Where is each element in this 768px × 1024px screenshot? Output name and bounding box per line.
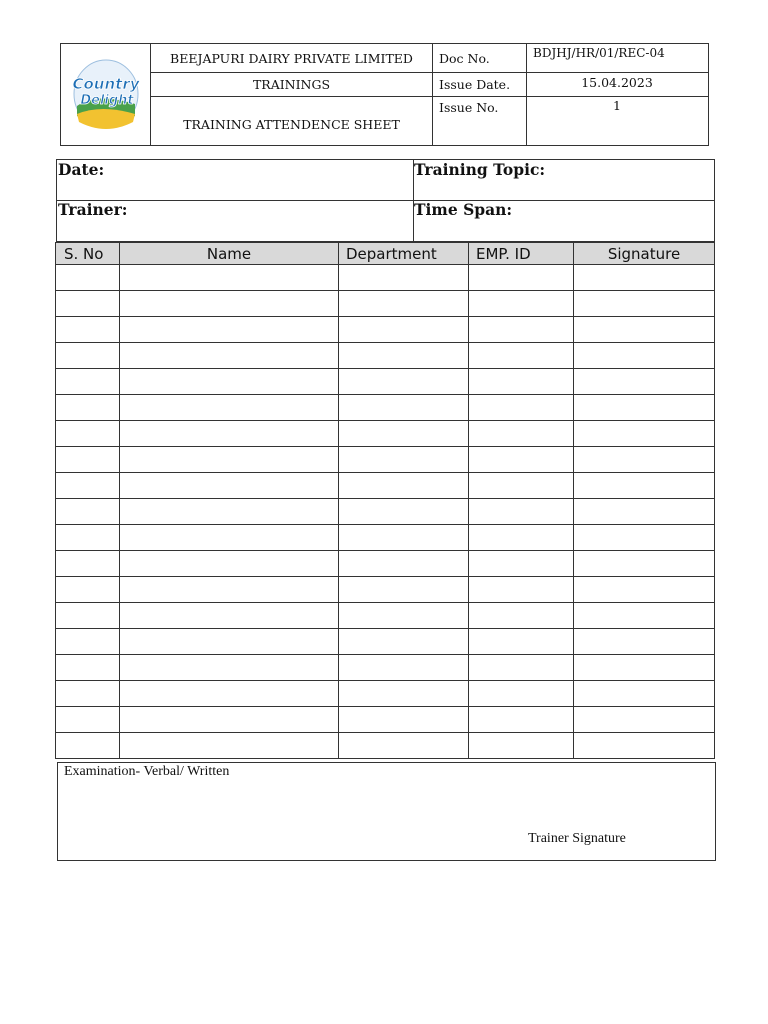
table-cell-signature[interactable] [574, 629, 715, 655]
table-cell-name[interactable] [120, 317, 339, 343]
table-cell-s-no[interactable] [56, 551, 120, 577]
table-cell-department[interactable] [339, 603, 469, 629]
table-cell-s-no[interactable] [56, 499, 120, 525]
table-row [56, 525, 715, 551]
table-cell-s-no[interactable] [56, 369, 120, 395]
table-cell-emp-id[interactable] [469, 395, 574, 421]
table-row [56, 317, 715, 343]
training-info-block [56, 159, 715, 242]
table-cell-name[interactable] [120, 525, 339, 551]
attendance-rows [56, 265, 715, 759]
header-divider [526, 44, 527, 145]
svg-text:Country: Country [72, 75, 140, 93]
col-emp-id: EMP. ID [469, 243, 574, 265]
doc-no-value: BDJHJ/HR/01/REC-04 [533, 46, 665, 60]
table-cell-signature[interactable] [574, 733, 715, 759]
table-cell-name[interactable] [120, 343, 339, 369]
table-cell-department[interactable] [339, 525, 469, 551]
table-cell-s-no[interactable] [56, 317, 120, 343]
table-cell-name[interactable] [120, 265, 339, 291]
form-title: TRAINING ATTENDENCE SHEET [183, 117, 400, 132]
table-cell-s-no[interactable] [56, 525, 120, 551]
table-cell-emp-id[interactable] [469, 655, 574, 681]
table-cell-department[interactable] [339, 291, 469, 317]
table-row [56, 291, 715, 317]
table-cell-signature[interactable] [574, 707, 715, 733]
table-cell-emp-id[interactable] [469, 629, 574, 655]
table-cell-department[interactable] [339, 421, 469, 447]
table-cell-department[interactable] [339, 499, 469, 525]
table-cell-name[interactable] [120, 395, 339, 421]
table-cell-s-no[interactable] [56, 577, 120, 603]
table-row [56, 369, 715, 395]
table-cell-emp-id[interactable] [469, 551, 574, 577]
training-topic-field[interactable]: Training Topic: [414, 160, 546, 179]
table-cell-name[interactable] [120, 707, 339, 733]
table-cell-signature[interactable] [574, 369, 715, 395]
table-cell-department[interactable] [339, 733, 469, 759]
table-cell-signature[interactable] [574, 551, 715, 577]
table-cell-name[interactable] [120, 551, 339, 577]
table-cell-emp-id[interactable] [469, 733, 574, 759]
table-cell-signature[interactable] [574, 291, 715, 317]
table-row [56, 707, 715, 733]
table-cell-emp-id[interactable] [469, 499, 574, 525]
table-cell-s-no[interactable] [56, 603, 120, 629]
table-cell-emp-id[interactable] [469, 369, 574, 395]
table-cell-name[interactable] [120, 733, 339, 759]
table-row [56, 473, 715, 499]
time-span-field[interactable]: Time Span: [414, 200, 513, 219]
col-signature: Signature [574, 243, 715, 265]
issue-no-value: 1 [613, 97, 621, 113]
table-cell-name[interactable] [120, 421, 339, 447]
table-row [56, 629, 715, 655]
table-cell-name[interactable] [120, 603, 339, 629]
table-cell-signature[interactable] [574, 681, 715, 707]
table-cell-s-no[interactable] [56, 265, 120, 291]
table-row [56, 265, 715, 291]
examination-block [57, 762, 716, 861]
date-field[interactable]: Date: [58, 160, 105, 179]
section-title: TRAININGS [252, 76, 331, 92]
table-cell-s-no[interactable] [56, 681, 120, 707]
table-row [56, 733, 715, 759]
table-cell-department[interactable] [339, 447, 469, 473]
table-cell-emp-id[interactable] [469, 525, 574, 551]
trainer-signature-label: Trainer Signature [528, 831, 626, 846]
table-cell-signature[interactable] [574, 525, 715, 551]
table-row [56, 395, 715, 421]
table-cell-department[interactable] [339, 551, 469, 577]
table-row [56, 421, 715, 447]
table-cell-name[interactable] [120, 629, 339, 655]
table-cell-department[interactable] [339, 395, 469, 421]
table-cell-department[interactable] [339, 473, 469, 499]
table-cell-department[interactable] [339, 629, 469, 655]
table-cell-name[interactable] [120, 369, 339, 395]
table-cell-s-no[interactable] [56, 395, 120, 421]
table-row [56, 499, 715, 525]
table-cell-name[interactable] [120, 499, 339, 525]
table-row [56, 655, 715, 681]
table-cell-signature[interactable] [574, 343, 715, 369]
table-cell-name[interactable] [120, 291, 339, 317]
table-cell-department[interactable] [339, 681, 469, 707]
col-department: Department [339, 243, 469, 265]
table-cell-department[interactable] [339, 265, 469, 291]
table-cell-emp-id[interactable] [469, 447, 574, 473]
info-divider [57, 200, 714, 201]
table-cell-department[interactable] [339, 317, 469, 343]
company-name: BEEJAPURI DAIRY PRIVATE LIMITED [170, 50, 413, 66]
table-cell-s-no[interactable] [56, 343, 120, 369]
table-row [56, 681, 715, 707]
table-cell-name[interactable] [120, 447, 339, 473]
table-cell-name[interactable] [120, 681, 339, 707]
table-cell-emp-id[interactable] [469, 473, 574, 499]
table-cell-signature[interactable] [574, 499, 715, 525]
col-name: Name [120, 243, 339, 265]
table-cell-department[interactable] [339, 343, 469, 369]
table-cell-emp-id[interactable] [469, 343, 574, 369]
table-cell-emp-id[interactable] [469, 291, 574, 317]
table-cell-s-no[interactable] [56, 473, 120, 499]
table-cell-name[interactable] [120, 577, 339, 603]
issue-date-label: Issue Date. [439, 76, 511, 92]
table-cell-emp-id[interactable] [469, 421, 574, 447]
table-row [56, 343, 715, 369]
table-cell-signature[interactable] [574, 577, 715, 603]
table-cell-s-no[interactable] [56, 447, 120, 473]
examination-label: Examination- Verbal/ Written [64, 764, 230, 779]
table-cell-signature[interactable] [574, 473, 715, 499]
table-cell-s-no[interactable] [56, 733, 120, 759]
header-divider [432, 44, 433, 145]
country-delight-logo [61, 44, 151, 145]
table-cell-name[interactable] [120, 655, 339, 681]
table-row [56, 577, 715, 603]
table-cell-s-no[interactable] [56, 629, 120, 655]
logo-cell [61, 44, 151, 145]
table-cell-emp-id[interactable] [469, 265, 574, 291]
table-header-row [56, 243, 715, 265]
document-header [60, 43, 709, 146]
svg-text:Delight: Delight [80, 93, 134, 108]
table-cell-name[interactable] [120, 473, 339, 499]
table-cell-department[interactable] [339, 707, 469, 733]
table-cell-s-no[interactable] [56, 707, 120, 733]
table-row [56, 603, 715, 629]
issue-no-label: Issue No. [439, 99, 499, 115]
table-cell-emp-id[interactable] [469, 707, 574, 733]
table-cell-s-no[interactable] [56, 421, 120, 447]
table-cell-signature[interactable] [574, 265, 715, 291]
table-cell-s-no[interactable] [56, 291, 120, 317]
table-cell-signature[interactable] [574, 317, 715, 343]
table-cell-signature[interactable] [574, 421, 715, 447]
table-row [56, 551, 715, 577]
table-cell-emp-id[interactable] [469, 317, 574, 343]
trainer-field[interactable]: Trainer: [58, 200, 128, 219]
table-cell-signature[interactable] [574, 603, 715, 629]
table-cell-emp-id[interactable] [469, 681, 574, 707]
table-cell-emp-id[interactable] [469, 603, 574, 629]
table-cell-signature[interactable] [574, 395, 715, 421]
issue-date-value: 15.04.2023 [581, 74, 653, 90]
col-serial-no: S. No [56, 243, 120, 265]
table-cell-department[interactable] [339, 655, 469, 681]
table-cell-signature[interactable] [574, 447, 715, 473]
table-cell-s-no[interactable] [56, 655, 120, 681]
table-cell-emp-id[interactable] [469, 577, 574, 603]
doc-no-label: Doc No. [439, 50, 490, 66]
table-cell-department[interactable] [339, 369, 469, 395]
table-cell-signature[interactable] [574, 655, 715, 681]
table-row [56, 447, 715, 473]
table-cell-department[interactable] [339, 577, 469, 603]
attendance-table [55, 242, 715, 759]
